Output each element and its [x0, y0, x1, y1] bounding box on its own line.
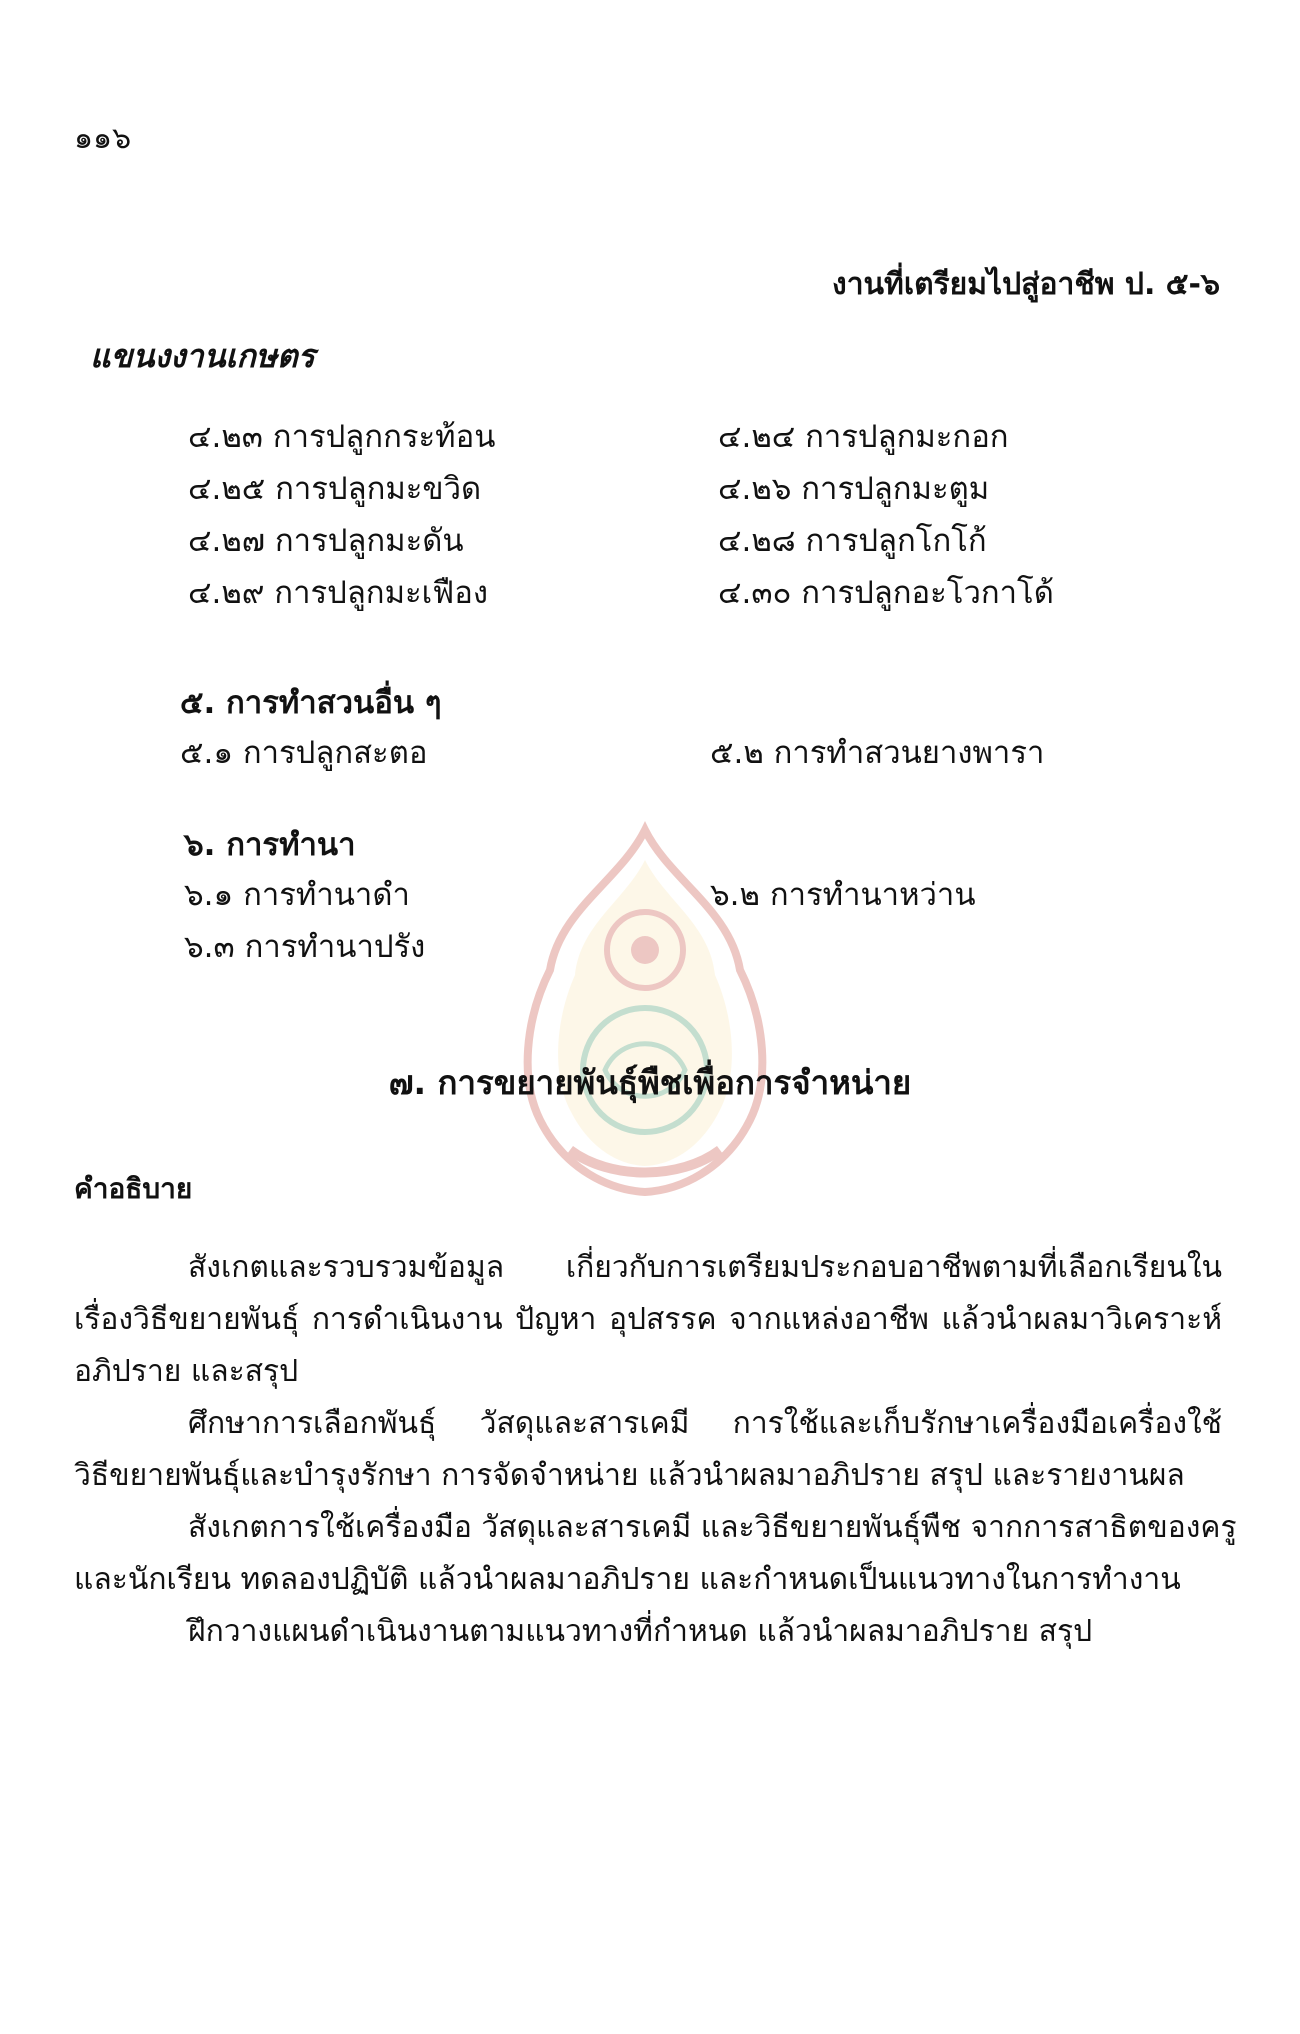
- list-item: ๖.๒ การทำนาหว่าน: [710, 877, 976, 913]
- garden-title: ๕. การทำสวนอื่น ๆ: [180, 685, 442, 721]
- paragraph-line: ฝึกวางแผนดำเนินงานตามแนวทางที่กำหนด แล้วนำผลมาอภิปราย สรุป: [188, 1614, 1093, 1649]
- running-header: งานที่เตรียมไปสู่อาชีพ ป. ๕-๖: [832, 267, 1220, 302]
- list-item: ๖.๑ การทำนาดำ: [184, 877, 410, 913]
- paragraph-line: เรื่องวิธีขยายพันธุ์ การดำเนินงาน ปัญหา อุปสรรค จากแหล่งอาชีพ แล้วนำผลมาวิเคราะห์: [74, 1302, 1222, 1337]
- list-item: ๔.๒๓ การปลูกกระท้อน: [188, 419, 496, 455]
- unit-title: ๗. การขยายพันธุ์พืชเพื่อการจำหน่าย: [388, 1063, 912, 1102]
- description-heading: คำอธิบาย: [74, 1172, 193, 1205]
- list-item: ๔.๒๘ การปลูกโกโก้: [718, 523, 987, 559]
- list-item: ๖.๓ การทำนาปรัง: [184, 929, 426, 965]
- farming-title: ๖. การทำนา: [184, 827, 356, 863]
- paragraph: [74, 1242, 1222, 1398]
- list-item: ๔.๒๗ การปลูกมะดัน: [188, 523, 464, 559]
- section-title: แขนงงานเกษตร: [90, 337, 315, 375]
- page-number: ๑๑๖: [74, 121, 132, 156]
- list-item: ๕.๑ การปลูกสะตอ: [180, 735, 428, 771]
- paragraph: [74, 1502, 1237, 1606]
- list-item: ๔.๒๙ การปลูกมะเฟือง: [188, 575, 488, 611]
- paragraph-line: อภิปราย และสรุป: [74, 1354, 299, 1389]
- list-item: ๔.๒๕ การปลูกมะขวิด: [188, 471, 482, 507]
- paragraph-line: สังเกตการใช้เครื่องมือ วัสดุและสารเคมี และวิธีขยายพันธุ์พืช จากการสาธิตของครู: [188, 1510, 1237, 1545]
- list-item: ๕.๒ การทำสวนยางพารา: [710, 735, 1045, 771]
- paragraph: [74, 1606, 1222, 1658]
- list-item: ๔.๒๔ การปลูกมะกอก: [718, 419, 1009, 455]
- paragraph-line: และนักเรียน ทดลองปฏิบัติ แล้วนำผลมาอภิปราย และกำหนดเป็นแนวทางในการทำงาน: [74, 1562, 1181, 1597]
- paragraph-line: สังเกตและรวบรวมข้อมูล เกี่ยวกับการเตรียมประกอบอาชีพตามที่เลือกเรียนใน: [188, 1250, 1222, 1285]
- list-item: ๔.๓๐ การปลูกอะโวกาโด้: [718, 575, 1054, 611]
- paragraph-line: ศึกษาการเลือกพันธุ์ วัสดุและสารเคมี การใช้และเก็บรักษาเครื่องมือเครื่องใช้: [188, 1406, 1222, 1441]
- paragraph-line: วิธีขยายพันธุ์และบำรุงรักษา การจัดจำหน่าย แล้วนำผลมาอภิปราย สรุป และรายงานผล: [74, 1458, 1185, 1493]
- list-item: ๔.๒๖ การปลูกมะตูม: [718, 471, 990, 507]
- paragraph: [74, 1398, 1222, 1502]
